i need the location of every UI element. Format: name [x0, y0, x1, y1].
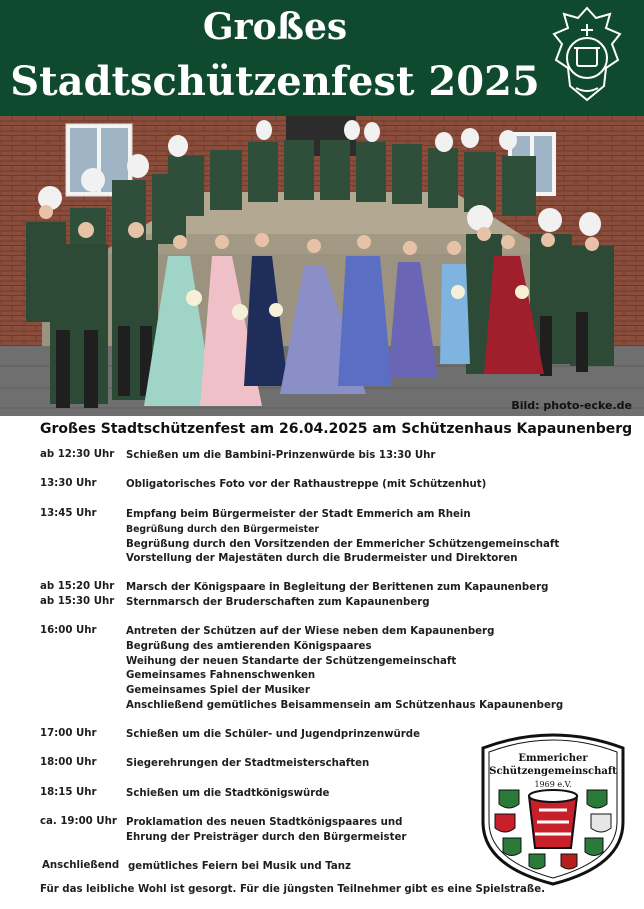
- schedule-text: Proklamation des neuen Stadtkönigspaares und: [126, 817, 403, 828]
- schedule-text: Vorstellung der Majestäten durch die Brudermeister und Direktoren: [126, 553, 518, 565]
- schedule-text: Begrüßung durch den Vorsitzenden der Emmericher Schützengemeinschaft: [126, 538, 560, 550]
- schedule-text: Empfang beim Bürgermeister der Stadt Emmerich am Rhein: [126, 509, 471, 520]
- schedule-time: ab 15:20 Uhr: [40, 581, 115, 592]
- photo-credit: Bild: photo-ecke.de: [511, 399, 632, 412]
- schedule-time: 13:30 Uhr: [40, 478, 97, 489]
- schedule-text: Ehrung der Preisträger durch den Bürgermeister: [126, 831, 407, 843]
- schedule-time: 17:00 Uhr: [40, 728, 97, 739]
- event-title: Großes Stadtschützenfest am 26.04.2025 am Schützenhaus Kapaunenberg: [40, 421, 633, 437]
- title-line-1: Großes: [202, 6, 348, 48]
- header-banner: [0, 0, 644, 116]
- schedule-text: Anschließend gemütliches Beisammensein am Schützenhaus Kapaunenberg: [126, 699, 564, 711]
- schedule-text: Begrüßung des amtierenden Königspaares: [126, 640, 372, 652]
- schedule-time: ca. 19:00 Uhr: [40, 816, 117, 827]
- schedule-text: Sternmarsch der Bruderschaften zum Kapaunenberg: [126, 597, 430, 608]
- schedule-time: ab 12:30 Uhr: [40, 449, 115, 460]
- schedule-text: Marsch der Königspaare in Begleitung der Berittenen zum Kapaunenberg: [126, 582, 549, 593]
- badge-line-3: 1969 e.V.: [534, 780, 572, 789]
- schedule-text: Gemeinsames Spiel der Musiker: [126, 685, 310, 697]
- schedule-text: Schießen um die Bambini-Prinzenwürde bis 13:30 Uhr: [126, 450, 436, 461]
- schedule-text: Begrüßung durch den Bürgermeister: [126, 523, 319, 535]
- schedule-text: gemütliches Feiern bei Musik und Tanz: [128, 861, 351, 872]
- schedule-time: Anschließend: [42, 860, 120, 871]
- schedule-text: Gemeinsames Fahnenschwenken: [126, 670, 316, 682]
- schedule-text: Antreten der Schützen auf der Wiese neben dem Kapaunenberg: [126, 626, 495, 637]
- schedule-text: Obligatorisches Foto vor der Rathaustreppe (mit Schützenhut): [126, 479, 487, 490]
- schedule-time: 13:45 Uhr: [40, 508, 97, 519]
- badge-line-1: Emmericher: [518, 753, 588, 764]
- schedule-time: 18:15 Uhr: [40, 787, 97, 798]
- schedule-time: 16:00 Uhr: [40, 625, 97, 636]
- schedule-text: Siegerehrungen der Stadtmeisterschaften: [126, 758, 370, 769]
- schedule-text: Weihung der neuen Standarte der Schützengemeinschaft: [126, 655, 457, 667]
- schedule-text: Schießen um die Schüler- und Jugendprinzenwürde: [126, 729, 420, 740]
- badge-line-2: Schützengemeinschaft: [489, 766, 617, 777]
- schedule-time: 18:00 Uhr: [40, 757, 97, 768]
- guild-crest-icon: [546, 4, 628, 108]
- schedule-time: ab 15:30 Uhr: [40, 596, 115, 607]
- schedule-text: Schießen um die Stadtkönigswürde: [126, 788, 330, 799]
- title-line-2: Stadtschützenfest 2025: [10, 58, 540, 105]
- footer-note: Für das leibliche Wohl ist gesorgt. Für die jüngsten Teilnehmer gibt es eine Spielstraße.: [40, 884, 546, 895]
- emmericher-schuetzengemeinschaft-badge-icon: [477, 726, 629, 886]
- group-photo: [0, 116, 644, 416]
